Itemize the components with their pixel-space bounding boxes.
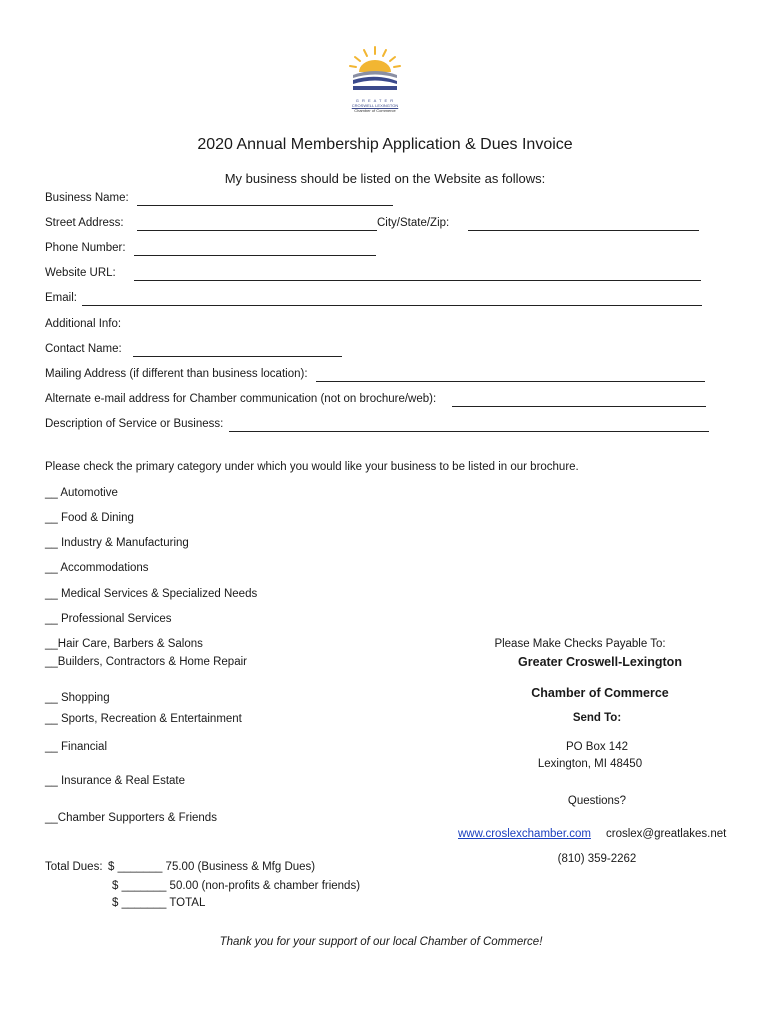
po-box-text: PO Box 142 bbox=[565, 741, 628, 753]
email-field[interactable] bbox=[82, 305, 702, 306]
website-url-label: Website URL: bbox=[45, 267, 116, 279]
email-label: Email: bbox=[45, 292, 77, 304]
city-text: Lexington, MI 48450 bbox=[537, 758, 643, 770]
page-subtitle: My business should be listed on the Website as follows: bbox=[224, 171, 546, 186]
category-item-supporters[interactable]: __Chamber Supporters & Friends bbox=[45, 812, 217, 824]
chamber-website-link[interactable]: www.croslexchamber.com bbox=[458, 828, 591, 840]
city-state-zip-label: City/State/Zip: bbox=[377, 217, 450, 229]
page-title: 2020 Annual Membership Application & Dues Invoice bbox=[197, 136, 573, 153]
dues-nonprofit-line[interactable]: $ _______ 50.00 (non-profits & chamber friends) bbox=[112, 880, 361, 892]
org-name-line-1: Greater Croswell-Lexington bbox=[518, 655, 682, 669]
category-item-shopping[interactable]: __ Shopping bbox=[45, 692, 110, 704]
category-item-sports[interactable]: __ Sports, Recreation & Entertainment bbox=[45, 713, 242, 725]
contact-name-label: Contact Name: bbox=[45, 343, 122, 355]
category-item-accommodations[interactable]: __ Accommodations bbox=[45, 562, 149, 574]
payable-to-text: Please Make Checks Payable To: bbox=[494, 638, 666, 650]
street-address-label: Street Address: bbox=[45, 217, 124, 229]
dues-total-line[interactable]: $ _______ TOTAL bbox=[112, 897, 206, 909]
alternate-email-field[interactable] bbox=[452, 406, 706, 407]
category-item-insurance[interactable]: __ Insurance & Real Estate bbox=[45, 775, 185, 787]
mailing-address-field[interactable] bbox=[316, 381, 705, 382]
description-label: Description of Service or Business: bbox=[45, 418, 224, 430]
dues-business-line[interactable]: $ _______ 75.00 (Business & Mfg Dues) bbox=[108, 861, 316, 873]
category-item-hair-care[interactable]: __Hair Care, Barbers & Salons bbox=[45, 638, 203, 650]
category-item-food-dining[interactable]: __ Food & Dining bbox=[45, 512, 134, 524]
business-name-field[interactable] bbox=[137, 205, 393, 206]
chamber-email-text: croslex@greatlakes.net bbox=[606, 828, 727, 840]
chamber-phone-text: (810) 359-2262 bbox=[557, 853, 637, 865]
category-item-financial[interactable]: __ Financial bbox=[45, 741, 108, 753]
questions-label: Questions? bbox=[567, 795, 627, 807]
logo-line-2: CROSWELL LEXINGTON bbox=[351, 103, 399, 108]
category-item-industry[interactable]: __ Industry & Manufacturing bbox=[45, 537, 189, 549]
thank-you-text: Thank you for your support of our local Chamber of Commerce! bbox=[219, 936, 543, 948]
phone-number-field[interactable] bbox=[134, 255, 376, 256]
org-name-line-2: Chamber of Commerce bbox=[531, 686, 669, 700]
website-url-field[interactable] bbox=[134, 280, 701, 281]
category-item-professional[interactable]: __ Professional Services bbox=[45, 613, 172, 625]
alternate-email-label: Alternate e-mail address for Chamber communication (not on brochure/web): bbox=[45, 393, 437, 405]
business-name-label: Business Name: bbox=[45, 192, 129, 204]
mailing-address-label: Mailing Address (if different than business location): bbox=[45, 368, 308, 380]
send-to-label: Send To: bbox=[572, 712, 622, 724]
category-prompt: Please check the primary category under which you would like your business to be listed in our brochure. bbox=[45, 461, 579, 473]
additional-info-label: Additional Info: bbox=[45, 318, 122, 330]
description-field[interactable] bbox=[229, 431, 709, 432]
category-item-builders[interactable]: __Builders, Contractors & Home Repair bbox=[45, 656, 247, 668]
chamber-logo bbox=[345, 45, 405, 113]
sun-logo-icon bbox=[345, 45, 405, 93]
logo-line-3: Chamber of Commerce bbox=[354, 108, 396, 113]
category-item-automotive[interactable]: __ Automotive bbox=[45, 487, 118, 499]
phone-number-label: Phone Number: bbox=[45, 242, 126, 254]
contact-name-field[interactable] bbox=[133, 356, 342, 357]
total-dues-label: Total Dues: bbox=[45, 861, 103, 873]
category-item-medical[interactable]: __ Medical Services & Specialized Needs bbox=[45, 588, 258, 600]
street-address-field[interactable] bbox=[137, 230, 377, 231]
city-state-zip-field[interactable] bbox=[468, 230, 699, 231]
logo-line-1: G R E A T E R bbox=[355, 98, 395, 103]
